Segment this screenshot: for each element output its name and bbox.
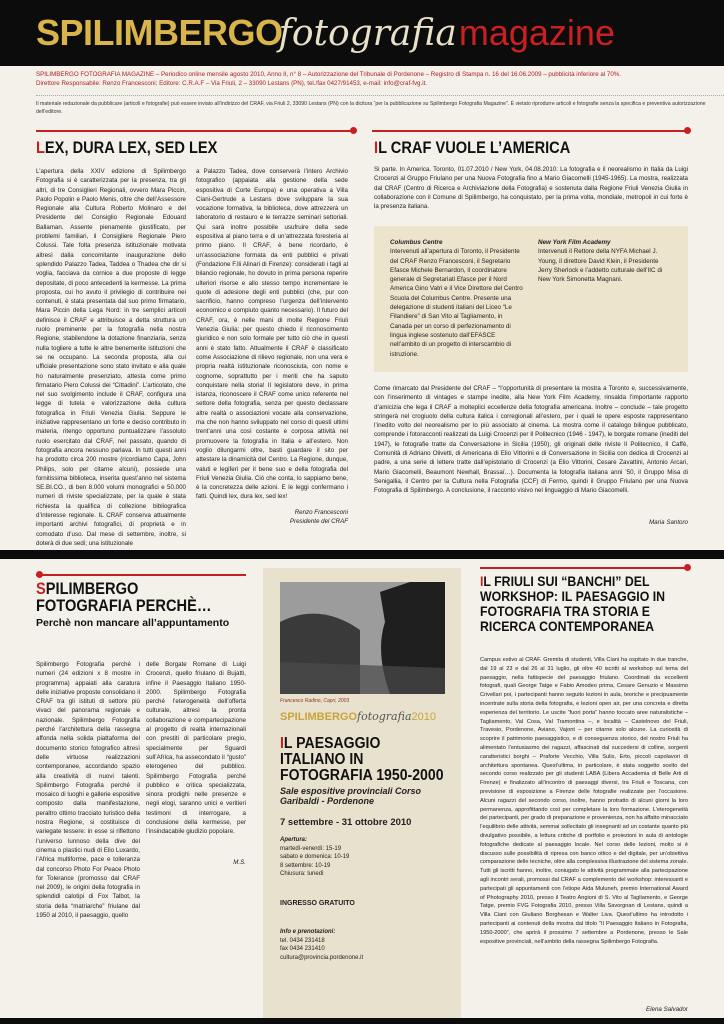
masthead-info (36, 70, 688, 88)
poster-subtitle: Sale espositive provinciali Corso Garibaldi - Pordenone (280, 786, 422, 806)
poster-dates: 7 settembre - 31 ottobre 2010 (280, 817, 412, 828)
page-divider (0, 550, 724, 559)
article4-rule-dot (684, 564, 691, 571)
article4-rule (480, 567, 688, 569)
article2-box1: Columbus Centre Intervenuti all’apertura di Toronto, il Presidente del CRAF Renzo Francesconi, il Segretario Efasce Michele Bernardon, il coordinatore generale di Segretariati Efasce per il Nord America Gino Vatri e il Vice Direttore del Centro Scuola del Columbus Centre. Presente una delegazione di studenti italiani del Liceo “Le Filandiere” di San Vito al Tagliamento, in Canada per un corso di perfezionamento di lingua inglese sostenuto dall’EFASCE nell’ambito di un progetto di interscambio di istruzione. (390, 239, 523, 358)
poster-title: IL PAESAGGIO ITALIANO IN FOTOGRAFIA 1950-2000 (280, 735, 444, 784)
article4-body: Campus estivo al CRAF. Gremita di studenti, Villa Ciani ha ospitato in due tranche, dal 19 al 23 e dal 26 al 31 luglio, gli oltre 40 iscritti al workshop sul tema del paesaggio, nella fattispecie del paesaggio friulano. Coordinati da eccellenti fotografi, quali George Tatge e Fabio Amodeo prima, Cesare Genuzio e Massimo Crivellari poi, i partecipanti hanno seguito lezioni in aula, teoriche e precipuamente incentrate sulla storia della fotografia, e lezioni open air, per una concreta e diretta esperienza del territorio. Le uscite “fuori porta” hanno toccato aree naturalistiche – Tagliamento, Val Cosa, Val Tramontina –, e località – Castelnovo del Friuli, Travesio, Pordenone, Aviano, Vajont – per citarne solo alcune. La curiosità di scoprire il patrimonio paesaggistico, e di conseguenza storico, del nostro Friuli ha alimentato l’entusiasmo dei ragazzi, affascinati dal succedersi di colline, sorgenti caratteristici borghi – Praforte Vecchio, Villa Sulis, Erto, piccoli capolavori di architettura spontanea. Quest’ultima, in particolare, è stata soggetto scelto del secondo corso realizzato per gli studenti LABA (Libera Accademia di Belle Arti di Firenze) e finalizzato all’incontro di paesaggi diversi, tra Friuli e Toscana, con previsione di esposizione a Firenze delle fotografie realizzate per l’occasione. Alcuni ragazzi del secondo corso, inoltre, hanno protratto di alcuni giorni la loro permanenza, approfittando così per completare la loro formazione. L’eterogeneità dei partecipanti, per grado di preparazione e provenienza, non ha affatto minacciato l’equilibrio delle attività, semmai sollecitato gli insegnanti ad un costante quanto più divulgativo possibile, a lettura critiche di portfolio e proiezioni in aula di antologie fotografiche dedicate al paesaggio locale. Nel corso delle lezioni, molto si è discusso sulle possibilità di ripresa con banco ottico e del digitale, per un’obiettiva comparazione delle tecniche, oltre alla complessiva illustrazione del sistema zonale. Tutti gli iscritti hanno, inoltre, coniugato le attività programmate alla partecipazione agli incontri serali, promossi dal CRAF a complemento del workshop: interessanti e partecipati gli appuntamenti con l’etiope Aida Muluneh, premio International Award of Photography 2010, presso il Teatro Angioni di S. Vito al Tagliamento, e George Tatge, premio FVG Fotografia 2010, presso Villa Savorgnan di Lestans, quindi a Villa Ciani con Giuliano Borghesan e Walter Liva. Quest’ultimo ha introdotto i partecipanti ai contenuti della mostra dal titolo “Il Paesaggio Italiano in Fotografia, 1950-2000”, che aprirà il prossimo 7 settembre a Pordenone, presso le Sale espositive provinciali, nell’ambito della rassegna Spilimbergo Fotografia. (480, 657, 689, 945)
article1-col2: a Palazzo Tadea, dove conserverà l’intero Archivio fotografico (appaiata alla gestione della sede espositiva di Corte Europa) e una operativa a Villa Ciani-Gertrude a Lestans dove sviluppare la sua vocazione formativa, la biblioteca, dove attrezzerà un laboratorio di restauro e le terrazze seminari settoriali. Qui sarà inoltre possibile usufruire della sede espositiva al piano terra e di un’attrezzata foresteria al primo piano. Il CRAF, è bene ricordarlo, è un’associazione formata da enti pubblici e privati (Fondazione F.lli Alinari di Firenze): considerati i tagli al bilancio regionale, ho dovuto in prima persona reperire ulteriori risorse e allo stesso tempo incrementare le quote di adesione degli enti pubblici (che, pur con sacrificio, hanno compreso l’urgenza dell’intervento economico e compiuto quanto necessario). Il futuro del CRAF, ora, è nelle mani di molte Regione Friuli Venezia Giulia: per questo chiedo il riconoscimento giuridico e non solo formale per tutto ciò che in questi anni è stato fatto. Attualmente il CRAF è classificato come Associazione di rilievo regionale, non una vera e propria realtà istituzionale riconosciuta, con nome e cognome, soprattutto per i meriti che ha saputo conquistare nella storia! Il legislatore deve, in prima istanza, riconoscere il CRAF come unico referente nel settore della fotografia, senza per questo declassare altre realtà o associazioni vocate alla conservazione, ma che non hanno sviluppato nel corso di questi ultimi trent’anni una così costante e corposa attività nel promuovere la fotografia in Italia e all’estero. Non voglio dilungarmi oltre, basti guardare il sito per attestare la dinamicità del Centro. La Regione, dunque, valuti e legiferi per il bene suo e della fotografia del Friuli Venezia Giulia. Ciò che conta, lo sappiamo bene, è la concretezza delle azioni. E le leggi confermano i fatti. Quindi lex, dura lex, sed lex! (196, 168, 348, 501)
article1-rule (36, 130, 354, 132)
article3-title: SPILIMBERGO FOTOGRAFIA PERCHÈ… (36, 579, 212, 615)
article1-signature: Renzo Francesconi Presidente del CRAF (289, 509, 348, 525)
article3-signature: M.S. (233, 859, 246, 866)
article2-box2: New York Film Academy Intervenuti il Rettore della NYFA Michael J. Young, il direttore David Klein, il Presidente Jerry Sherlock e l’addetto culturale dell’IIC di New York Simonetta Magnani. (538, 239, 663, 284)
masthead-info-line2: Direttore Responsabile: Renzo Francesconi; Editore: C.R.A.F – Via Friuli, 2 – 33090 Lestans (PN), tel./fax 0427/91453, e-mail: info@craf-fvg.it. (36, 80, 428, 87)
article2-intro: Si parte. In America. Toronto, 01.07.2010 / New York, 04.08.2010: La fotografia e il neorealismo in Italia da Luigi Crocenzi al Gruppo Friulano per una Nuova Fotografia fino a Mario Giacomelli (1945-1965). La mostra, realizzata dal CRAF (Centro di Ricerca e Archiviazione della Fotografia) e sostenuta dalla Regione Friuli Venezia Giulia in collaborazione con il Comune di Spilimbergo, ha conquistato, per la prima volta, mondiale, metropoli in cui forte è la presenza italiana. (374, 166, 688, 211)
article3-rule-dot (36, 571, 43, 578)
poster-photo-caption: Francesco Radino, Capri, 2003 (280, 698, 350, 704)
poster-photo (280, 582, 445, 694)
page-bottom-bar (0, 1018, 724, 1024)
article3-subtitle: Perchè non mancare all’appuntamento (36, 617, 230, 629)
article4-signature: Elena Salvador (646, 1006, 688, 1013)
article2-rule-dot (684, 127, 691, 134)
article1-rule-dot (350, 127, 357, 134)
article3-col2: delle Borgate Romane di Luigi Crocenzi, quello friulano di Bujatti, infine il Paesaggio Italiano 1950-2000. Spilimbergo Fotografia perché l’eterogeneità dell’offerta culturale, altresì la pronta collaborazione e compartecipazione al progetto di realtà internazionali con prestiti di particolare pregio, specialmente per Sguardi sull’Africa, ha assecondato il “gusto” eterogeneo del pubblico. Spilimbergo Fotografia perché pubblico e critica specializzata, sinora prodighi nelle presenze e negli elogi, saranno unici e veritieri testimoni di interrogare, a conclusione della kermesse, per l’insindacabile giudizio popolare. (146, 661, 246, 836)
article2-body: Come rimarcato dal Presidente del CRAF – “l’opportunità di presentare la mostra a Toronto e, successivamente, con l’inserimento di vintages e stampe inedite, alla New York Film Academy, rinsalda l’importante rapporto d’amicizia che lega il CRAF a molteplici eccellenze della fotografia americana. Inoltre – conclude – tale progetto stringerà nel crogiuolo della cultura italica i corregionali all’estero, per i quali le opere esposte rappresentano l’inedito volto del neorealismo per lo più associato al cinema. La mostra come il catalogo bilingue pubblicato, comprende i fotoracconti realizzati da Luigi Crocenzi per Il Politecnico (1946 - 1947), le borgate romane (inediti del 1947), le fotografie tratte da Conversazione in Sicilia (1950), gli originali delle riviste Il Politecnico, Il Caffè, Comunità di Adriano Olivetti, di Americana di Elio Vittorini e di Conversazione in Sicilia con dedica di Crocenzi al padre, a una serie di lettere tratte dall’epistolario di Crocenzi (a Elio Vittorini, Cesare Zavattini, Antonio Arcari, Mario Giacomelli, Beaumont Newhall, Brassaï…). Documenta la fotografia italiana anni ’50, il Gruppo Misa di Senigallia, il Centro per la Cultura nella Fotografia (CCF) di Fermo, quindi il Gruppo Friulano per una Nuova Fotografia di Spilimbergo. A conclusione, il racconto visivo nel linguaggio di Mario Giacomelli. (374, 385, 688, 495)
legal-notice: Il materiale redazionale da pubblicare (articoli e fotografie) può essere inviato all’indirizzo del CRAF, via Friuli 2, 33090 Lestans (PN) con la dicitura “per la pubblicazione su Spilimbergo Fotografia Magazine”. È vietato riprodurre articoli e fotografie senza la specifica e preventiva autorizzazione dell’editore. (36, 95, 724, 116)
poster-contacts: Info e prenotazioni: tel. 0434 231418 fax 0434 231410 cultura@provincia.pordenone.it (280, 929, 364, 961)
article1-col1: L’apertura della XXIV edizione di Spilimbergo Fotografia si è caratterizzata per la presenza, tra gli altri, di tre Consiglieri Regionali, ovvero Mara Piccin, Paolo Popolin e Paolo Menis, oltre che dell’Assessore Regionale alla Cultura Roberto Molinaro e del Presidente del Consiglio Regionale Edouard Ballaman. Assente pienamente giustificato, per problemi familiari, il Consigliere Regionale Piero Colussi. Tale folta presenza istituzionale motivata altresì dalla concomitante inaugurazione dello splendido Palazzo Tadea, Taddea o Thadea che dir si voglia, facciava da cornice a due proposte di legge depositate, di poco antecedenti la kermesse. La prima proposta, cui ho avuto il privilegio di contribuire nei contenuti, è stata presentata dal suo primo firmatario, Mara Piccin della Lega Nord: in tre semplici articoli definisce il CRAF e attribuisce a detta struttura un ruolo preminente per la fotografia nella nostra Regione, stabilendone la dotazione finanziaria, senza nulla togliere a tutte le altre benemerite istituzioni che se ne occupano. La seconda proposta, alla cui ufficiale presentazione sono stato invitato e alla quale ho naturalmente presenziato, attesta come primo firmatario Piero Colussi dei “Cittadini”. L’articolato, che nel suo svolgimento include il CRAF, configura una legge di tutela e valorizzazione della cultura fotografica in Friuli Venezia Giulia. Seppure le iniziative rappresentano un forte e deciso contributo in materia, ritengo opportuno puntualizzare l’assoluto ruolo esercitato dal CRAF, nel passato, quando di fotografia ancora nessuno parlava. In tutti questi anni ha prodotto circa 200 mostre (ricordiamo Capa, John Philips, solo per citarne alcuni), possiede una fornitissima biblioteca, inserita quest’anno nel sistema SE.BI.CO., di ben 8.000 volumi monografici e 50.000 numeri di riviste specializzate, per la quale è stata richiesta la qualifica di collezione bibliografica d’interesse regionale. IL CRAF conserva attualmente importanti archivi fotografici, di proprietà e in comodato d’uso. Dal mese di settembre, inoltre, si doterà di due sedi; una istituzionale (36, 168, 186, 547)
article3-rule (36, 574, 246, 576)
article4-title: IL FRIULI SUI “BANCHI” DEL WORKSHOP: IL PAESAGGIO IN FOTOGRAFIA TRA STORIA E RICERCA CONTEMPORANEA (480, 573, 666, 634)
article2-title: IL CRAF VUOLE L’AMERICA (374, 138, 571, 157)
masthead-info-line1: SPILIMBERGO FOTOGRAFIA MAGAZINE – Periodico online mensile agosto 2010, Anno II, n° 8 – Autorizzazione del Tribunale di Pordenone – Registro di Stampa n. 16 del 16.06.2009 – pubblicità inferiore al 70%. (36, 71, 621, 78)
poster-free-entry: INGRESSO GRATUITO (280, 900, 355, 907)
logo-magazine: magazine (458, 12, 615, 53)
logo-spilimbergo: SPILIMBERGO (36, 12, 283, 53)
article3-col1: Spilimbergo Fotografia perché i numeri (24 edizioni x 8 mostre in programma) appaiati alla caratura delle iniziative proposte consolidano il CRAF tra gli istituti di settore più vivaci del panorama regionale e nazionale. Spilimbergo Fotografia perché l’architettura della rassegna affonda nella solida piattaforma del documento storico fotografico altresì delle virtuose realizzazioni contemporanee, accordando spazio alla creatività di nuovi talenti. Spilimbergo Fotografia perché il mosaico di luoghi e gallerie espositive composto dalla manifestazione, peraltro ottimo tracciato turistico della nostra Regione, si costituisce di variegate tessere: in esse si riflettono l’universo lunnoso della dive del cinema o plastici nudi di Elio Luxardo, l’Africa multiforme, pace e tolleranza dal concorso Photo For Peace Photo for Tolerance (promosso dal CRAF nel 2009), le origini della fotografia in splendidi calotipi di Fox Talbot, la storia della “matriarche” friulane dal 1950 al 2010, il paesaggio, quello (36, 661, 140, 920)
magazine-logo (36, 12, 615, 56)
poster-brand: SPILIMBERGO fotografia 2010 (280, 710, 436, 723)
article2-signature: Maria Santoro (649, 519, 688, 526)
logo-fotografia: fotografia (278, 13, 457, 54)
article1-title: LEX, DURA LEX, SED LEX (36, 138, 218, 157)
masthead-bar (0, 0, 724, 66)
article2-rule (372, 130, 688, 132)
poster-opening: Apertura: martedì-venerdì: 15-19 sabato e domenica: 10-19 8 settembre: 10-19 Chiusura: lunedì (280, 837, 350, 878)
